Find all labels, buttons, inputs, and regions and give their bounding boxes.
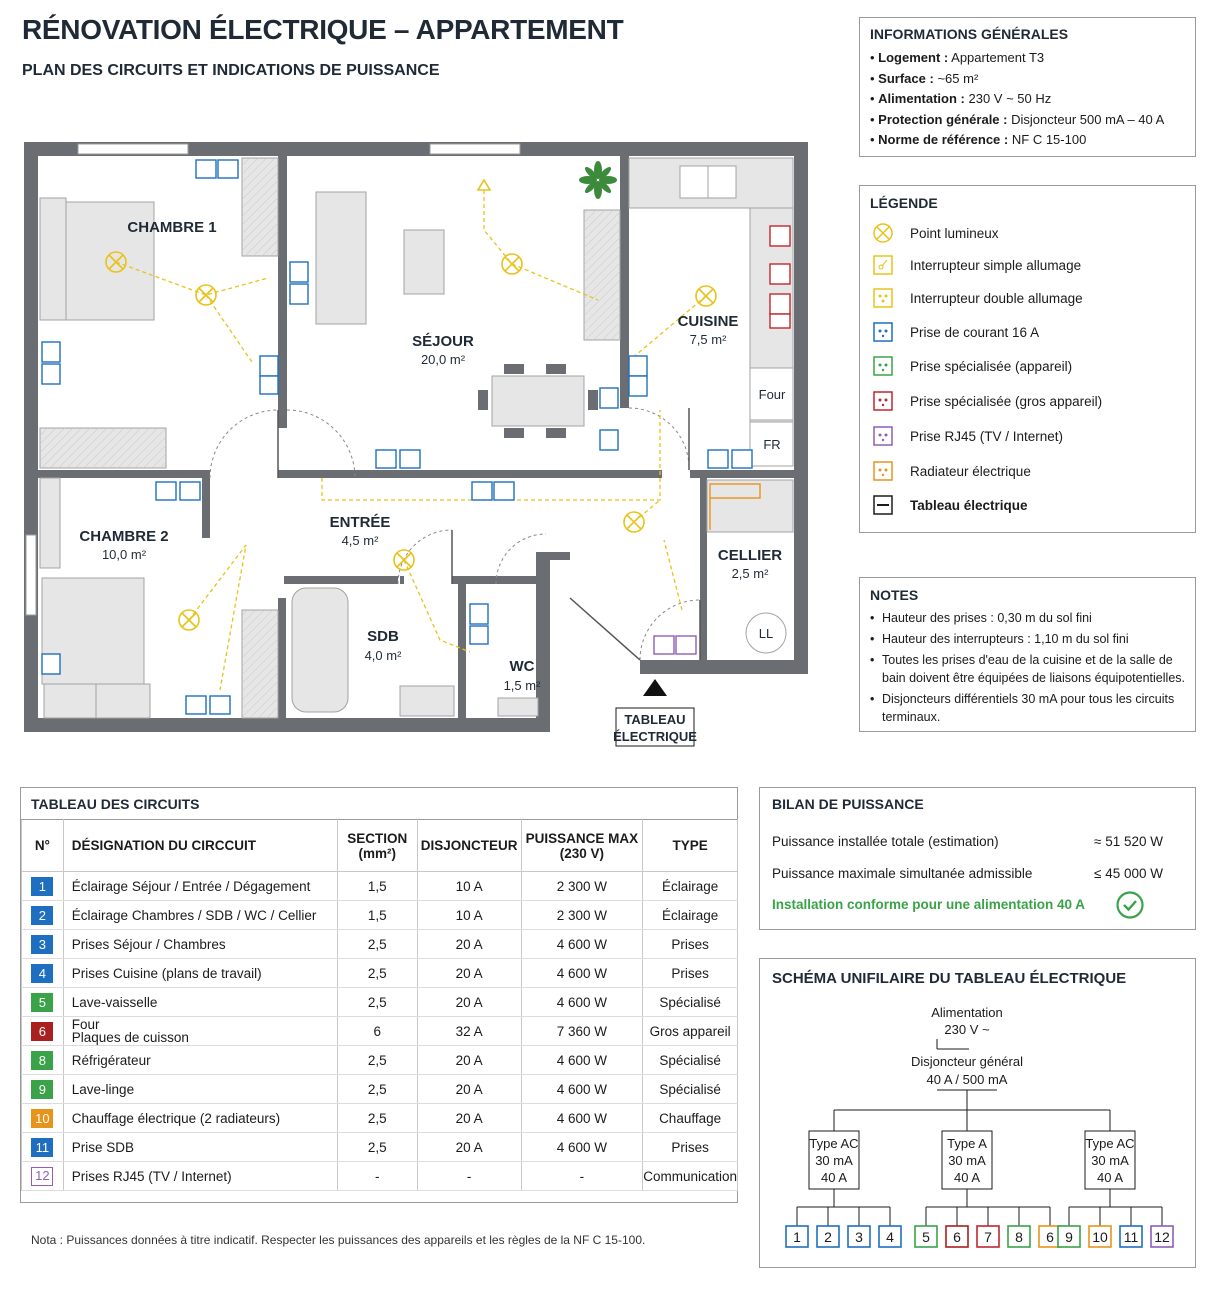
single-line-panel (759, 958, 1196, 1268)
circuit-breaker: 20 A (417, 930, 521, 959)
circuit-type: Éclairage (643, 872, 738, 901)
room-sejour: SÉJOUR (412, 333, 474, 350)
circuit-designation: Prises Cuisine (plans de travail) (63, 959, 337, 988)
info-item: • Surface : ~65 m² (870, 70, 979, 86)
circuit-type: Communication (643, 1162, 738, 1191)
circuit-power: - (521, 1162, 643, 1191)
circuit-breaker: 20 A (417, 1133, 521, 1162)
col-designation: DÉSIGNATION DU CIRCCUIT (63, 820, 337, 872)
table-row (22, 1046, 738, 1075)
info-panel (859, 17, 1196, 157)
main-breaker-label: Disjoncteur général (910, 1054, 1024, 1069)
rcd-rating: 40 A (953, 1170, 981, 1185)
room-cuisine-area: 7,5 m² (689, 332, 727, 347)
circuit-type: Gros appareil (643, 1017, 738, 1046)
circuits-panel (20, 787, 738, 1203)
table-row (22, 959, 738, 988)
rcd-rating: 40 A (1096, 1170, 1124, 1185)
room-chambre2-area: 10,0 m² (101, 547, 147, 562)
legend-title: LÉGENDE (870, 195, 938, 211)
installed-power-label: Puissance installée totale (estimation) (772, 834, 999, 849)
info-item: • Alimentation : 230 V ~ 50 Hz (870, 91, 1052, 106)
room-sejour-area: 20,0 m² (420, 352, 466, 367)
col-disjoncteur: DISJONCTEUR (417, 820, 521, 872)
circuit-type: Éclairage (643, 901, 738, 930)
legend-item: Prise RJ45 (TV / Internet) (872, 424, 1063, 448)
circuit-breaker: 20 A (417, 1104, 521, 1133)
info-item: • Protection générale : Disjoncteur 500 mA – 40 A (870, 111, 1165, 127)
room-wc: WC (509, 658, 535, 675)
legend-item: Prise spécialisée (gros appareil) (872, 389, 1102, 413)
special-socket-icon (872, 355, 894, 377)
circuit-designation: Lave-vaisselle (63, 988, 337, 1017)
info-item: • Logement : Appartement T3 (870, 50, 1045, 65)
notes-panel (859, 577, 1196, 732)
panel-icon (872, 494, 894, 516)
circuit-power: 4 600 W (521, 930, 643, 959)
circuit-box-number: 3 (855, 1229, 863, 1245)
circuit-designation: Éclairage Chambres / SDB / WC / Cellier (63, 901, 337, 930)
table-row (22, 872, 738, 901)
page-title: RÉNOVATION ÉLECTRIQUE – APPARTEMENT (22, 14, 624, 45)
legend-item: Interrupteur simple allumage (872, 253, 1081, 277)
circuit-breaker: - (417, 1162, 521, 1191)
legend-panel (859, 185, 1196, 533)
circuit-number-badge: 12 (31, 1167, 53, 1186)
radiator-icon (872, 460, 894, 482)
table-row (22, 1017, 738, 1046)
page-subtitle: PLAN DES CIRCUITS ET INDICATIONS DE PUISSANCE (22, 62, 440, 79)
room-wc-area: 1,5 m² (503, 678, 541, 693)
check-circle-icon (1115, 890, 1145, 920)
info-item: • Norme de référence : NF C 15-100 (870, 132, 1087, 147)
rj45-socket-icon (872, 425, 894, 447)
room-entree: ENTRÉE (329, 514, 391, 531)
circuit-number-badge: 4 (31, 964, 53, 983)
circuit-power: 4 600 W (521, 959, 643, 988)
circuit-designation: Éclairage Séjour / Entrée / Dégagement (63, 872, 337, 901)
notes-title: NOTES (870, 587, 919, 603)
circuit-number-badge: 1 (31, 877, 53, 896)
notes-list (870, 609, 1185, 726)
circuit-box-number: 5 (922, 1229, 930, 1245)
circuit-section: 6 (337, 1017, 417, 1046)
circuit-breaker: 20 A (417, 959, 521, 988)
circuit-breaker: 20 A (417, 1075, 521, 1104)
panel-label-2: ÉLECTRIQUE (613, 729, 697, 744)
circuit-type: Spécialisé (643, 1075, 738, 1104)
circuit-section: 2,5 (337, 1046, 417, 1075)
circuit-designation: Prises RJ45 (TV / Internet) (63, 1162, 337, 1191)
note-item: • Hauteur des interrupteurs : 1,10 m du sol fini (870, 630, 1185, 648)
room-sdb: SDB (367, 628, 399, 645)
max-power-label: Puissance maximale simultanée admissible (772, 866, 1033, 881)
circuit-number-badge: 8 (31, 1051, 53, 1070)
plant-icon (579, 161, 617, 199)
circuit-section: 2,5 (337, 959, 417, 988)
circuit-type: Prises (643, 1133, 738, 1162)
info-title: INFORMATIONS GÉNÉRALES (870, 26, 1069, 42)
circuit-type: Chauffage (643, 1104, 738, 1133)
rcd-type: Type A (947, 1136, 987, 1151)
circuit-designation: Prises Séjour / Chambres (63, 930, 337, 959)
heavy-socket-icon (872, 390, 894, 412)
room-cellier-area: 2,5 m² (731, 566, 769, 581)
socket-16a-icon (872, 321, 894, 343)
max-power-value: ≤ 45 000 W (1094, 866, 1163, 881)
double-switch-icon (872, 287, 894, 309)
circuit-box-number: 9 (1065, 1229, 1073, 1245)
circuit-designation: Réfrigérateur (63, 1046, 337, 1075)
single-line-diagram (760, 959, 1196, 1267)
circuit-box-number: 4 (886, 1229, 894, 1245)
room-cuisine: CUISINE (677, 313, 739, 330)
washer-label: LL (758, 626, 774, 641)
circuit-breaker: 32 A (417, 1017, 521, 1046)
circuit-type: Prises (643, 959, 738, 988)
room-chambre2: CHAMBRE 2 (79, 528, 169, 545)
main-breaker-rating: 40 A / 500 mA (926, 1072, 1008, 1087)
circuit-power: 4 600 W (521, 988, 643, 1017)
supply-label: Alimentation (931, 1005, 1003, 1020)
circuit-box-number: 10 (1092, 1229, 1108, 1245)
circuit-power: 2 300 W (521, 872, 643, 901)
circuit-section: 2,5 (337, 1133, 417, 1162)
footnote: Nota : Puissances données à titre indicatif. Respecter les puissances des appareils et les règles de la NF C 15-100. (31, 1233, 646, 1247)
note-item: • Toutes les prises d'eau de la cuisine et de la salle de bain doivent être équipées de liaisons équipotentielles. (870, 651, 1185, 687)
installed-power-value: ≈ 51 520 W (1094, 834, 1163, 849)
table-row (22, 1162, 738, 1191)
room-cellier: CELLIER (717, 547, 783, 564)
note-item: • Hauteur des prises : 0,30 m du sol fini (870, 609, 1185, 627)
table-row (22, 930, 738, 959)
circuit-number-badge: 6 (31, 1022, 53, 1041)
circuit-breaker: 20 A (417, 1046, 521, 1075)
circuit-section: 2,5 (337, 1075, 417, 1104)
fridge-label: FR (763, 437, 781, 452)
oven-label: Four (758, 387, 786, 402)
rcd-sensitivity: 30 mA (948, 1153, 986, 1168)
circuit-power: 4 600 W (521, 1046, 643, 1075)
legend-item: Point lumineux (872, 221, 999, 245)
table-row (22, 1104, 738, 1133)
rcd-rating: 40 A (820, 1170, 848, 1185)
legend-item: Prise spécialisée (appareil) (872, 354, 1072, 378)
circuit-number-badge: 2 (31, 906, 53, 925)
circuit-section: 2,5 (337, 988, 417, 1017)
panel-label-1: TABLEAU (624, 712, 686, 727)
light-point-icon (872, 222, 894, 244)
bilan-panel (759, 787, 1196, 930)
sockets-heavy (770, 226, 790, 328)
circuit-power: 4 600 W (521, 1133, 643, 1162)
circuit-box-number: 12 (1154, 1229, 1170, 1245)
circuit-designation: Prise SDB (63, 1133, 337, 1162)
circuit-section: 1,5 (337, 872, 417, 901)
table-row (22, 1075, 738, 1104)
col-num: N° (22, 820, 64, 872)
room-entree-area: 4,5 m² (341, 533, 379, 548)
circuit-type: Prises (643, 930, 738, 959)
circuit-breaker: 10 A (417, 901, 521, 930)
circuit-designation: Four Plaques de cuisson (63, 1017, 337, 1046)
table-row (22, 988, 738, 1017)
circuit-section: 1,5 (337, 901, 417, 930)
circuit-power: 4 600 W (521, 1075, 643, 1104)
circuit-number-badge: 3 (31, 935, 53, 954)
circuit-type: Spécialisé (643, 988, 738, 1017)
legend-item: Prise de courant 16 A (872, 320, 1039, 344)
circuit-designation: Lave-linge (63, 1075, 337, 1104)
circuit-breaker: 10 A (417, 872, 521, 901)
circuit-type: Spécialisé (643, 1046, 738, 1075)
room-sdb-area: 4,0 m² (364, 648, 402, 663)
circuit-section: 2,5 (337, 930, 417, 959)
circuits-title: TABLEAU DES CIRCUITS (31, 796, 200, 812)
circuit-number-badge: 5 (31, 993, 53, 1012)
circuit-section: 2,5 (337, 1104, 417, 1133)
col-section: SECTION (mm²) (337, 820, 417, 872)
table-row (22, 1133, 738, 1162)
circuit-power: 2 300 W (521, 901, 643, 930)
rcd-type: Type AC (1085, 1136, 1135, 1151)
conformity-label: Installation conforme pour une alimentation 40 A (772, 897, 1086, 912)
col-puissance: PUISSANCE MAX (230 V) (521, 820, 643, 872)
legend-item: Radiateur électrique (872, 459, 1031, 483)
panel-marker-icon (643, 679, 667, 696)
circuits-table (21, 819, 738, 1191)
bilan-title: BILAN DE PUISSANCE (772, 796, 924, 812)
circuit-designation: Chauffage électrique (2 radiateurs) (63, 1104, 337, 1133)
circuit-breaker: 20 A (417, 988, 521, 1017)
note-item: • Disjoncteurs différentiels 30 mA pour tous les circuits terminaux. (870, 690, 1185, 726)
room-chambre1: CHAMBRE 1 (127, 219, 217, 236)
single-switch-icon (872, 254, 894, 276)
legend-item: Tableau électrique (872, 493, 1028, 517)
rcd-sensitivity: 30 mA (1091, 1153, 1129, 1168)
circuit-number-badge: 11 (31, 1138, 53, 1157)
floor-plan (0, 0, 820, 760)
supply-voltage: 230 V ~ (944, 1022, 990, 1037)
circuit-box-number: 6 (953, 1229, 961, 1245)
circuit-box-number: 2 (824, 1229, 832, 1245)
circuit-box-number: 6 (1046, 1229, 1054, 1245)
rcd-type: Type AC (809, 1136, 859, 1151)
circuit-number-badge: 9 (31, 1080, 53, 1099)
circuit-box-number: 8 (1015, 1229, 1023, 1245)
rcd-sensitivity: 30 mA (815, 1153, 853, 1168)
info-list (870, 48, 1185, 151)
single-line-title: SCHÉMA UNIFILAIRE DU TABLEAU ÉLECTRIQUE (772, 970, 1127, 987)
circuit-section: - (337, 1162, 417, 1191)
col-type: TYPE (643, 820, 738, 872)
table-row (22, 901, 738, 930)
circuit-box-number: 7 (984, 1229, 992, 1245)
circuit-box-number: 1 (793, 1229, 801, 1245)
circuit-power: 7 360 W (521, 1017, 643, 1046)
legend-item: Interrupteur double allumage (872, 286, 1083, 310)
circuit-number-badge: 10 (31, 1109, 53, 1128)
circuit-power: 4 600 W (521, 1104, 643, 1133)
circuit-box-number: 11 (1123, 1229, 1139, 1245)
